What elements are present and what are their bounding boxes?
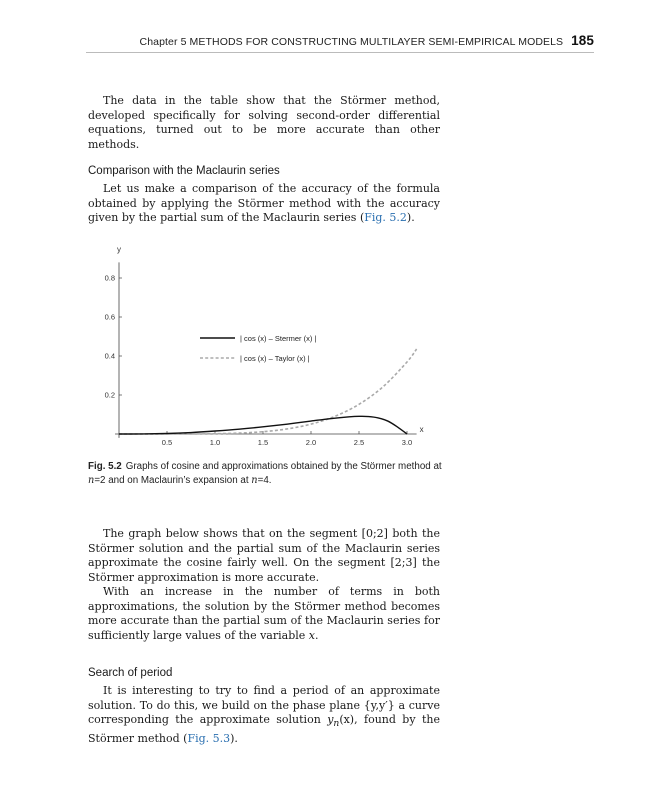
x-tick-label: 1.5 [257,438,269,447]
caption-text-a: Graphs of cosine and approximations obtained by the Störmer method at [125,461,442,472]
caption-n1: n [88,475,95,486]
running-header [0,33,594,48]
graph-paragraph-b [88,585,440,643]
page-number: 185 [571,33,594,48]
graph-paragraph-b-text: With an increase in the number of terms in both approximations, the solution by the Störmer method becomes more accurate than the partial sum of the Maclaurin series for sufficiently large values of the variable [88,585,440,642]
y-tick-label: 0.8 [104,273,115,283]
var-arg: (x) [339,713,355,727]
period-paragraph-mid: , found by the Störmer method ( [88,713,440,745]
section-heading-period: Search of period [88,667,173,679]
x-axis-label: x [419,425,424,434]
figure-caption [88,460,448,488]
maclaurin-paragraph [88,182,440,226]
var-n-sub: n [333,718,340,730]
x-tick-label: 0.5 [161,438,173,447]
y-tick-label: 0.6 [104,312,115,322]
header-rule [86,52,594,53]
variable-x: x [308,628,315,642]
caption-n2: n [251,475,258,486]
figure-label: Fig. 5.2 [88,461,122,472]
period-paragraph-end: ). [230,731,238,745]
period-paragraph-text: It is interesting to try to find a period of an approximate solution. To do this, we build on the phase plane {y,y′} a curve corresponding the approximate solution [88,684,440,727]
legend-stormer-label: | cos (x) – Stermer (x) | [240,334,317,343]
section-heading-maclaurin: Comparison with the Maclaurin series [88,165,280,177]
running-title: Chapter 5 METHODS FOR CONSTRUCTING MULTILAYER SEMI-EMPIRICAL MODELS [139,36,564,48]
graph-paragraph-a [88,527,440,585]
maclaurin-paragraph-text: Let us make a comparison of the accuracy of the formula obtained by applying the Störmer method with the accuracy given by the partial sum of the Maclaurin series ( [88,182,440,225]
intro-paragraph [88,94,440,152]
caption-text-b: =2 and on Maclaurin’s expansion at [94,475,249,486]
y-axis-label: y [117,245,121,254]
figure-5-2 [85,244,435,457]
legend [200,334,316,363]
x-tick-label: 1.0 [209,438,221,447]
x-tick-label: 2.5 [353,438,365,447]
fig-5-2-link[interactable]: Fig. 5.2 [364,211,407,225]
x-tick-label: 3.0 [401,438,413,447]
var-y: y [327,713,334,727]
graph-paragraph-a-text: The graph below shows that on the segment [0;2] both the Störmer solution and the partial sum of the Maclaurin series approximate the cosine fairly well. On the segment [2;3] the Störmer approximation is more accurate. [88,527,440,584]
intro-paragraph-text: The data in the table show that the Störmer method, developed specifically for solving second-order differential equations, turned out to be more accurate than other methods. [88,94,440,151]
x-tick-label: 2.0 [305,438,317,447]
y-tick-label: 0.2 [104,390,115,400]
legend-taylor-label: | cos (x) – Taylor (x) | [240,354,310,363]
y-tick-label: 0.4 [104,351,115,361]
graph-paragraph-b-end: . [315,628,319,642]
maclaurin-paragraph-end: ). [406,211,415,225]
caption-text-c: =4. [257,475,272,486]
period-paragraph [88,684,440,747]
error-comparison-chart [85,244,435,452]
fig-5-3-link[interactable]: Fig. 5.3 [187,731,231,745]
